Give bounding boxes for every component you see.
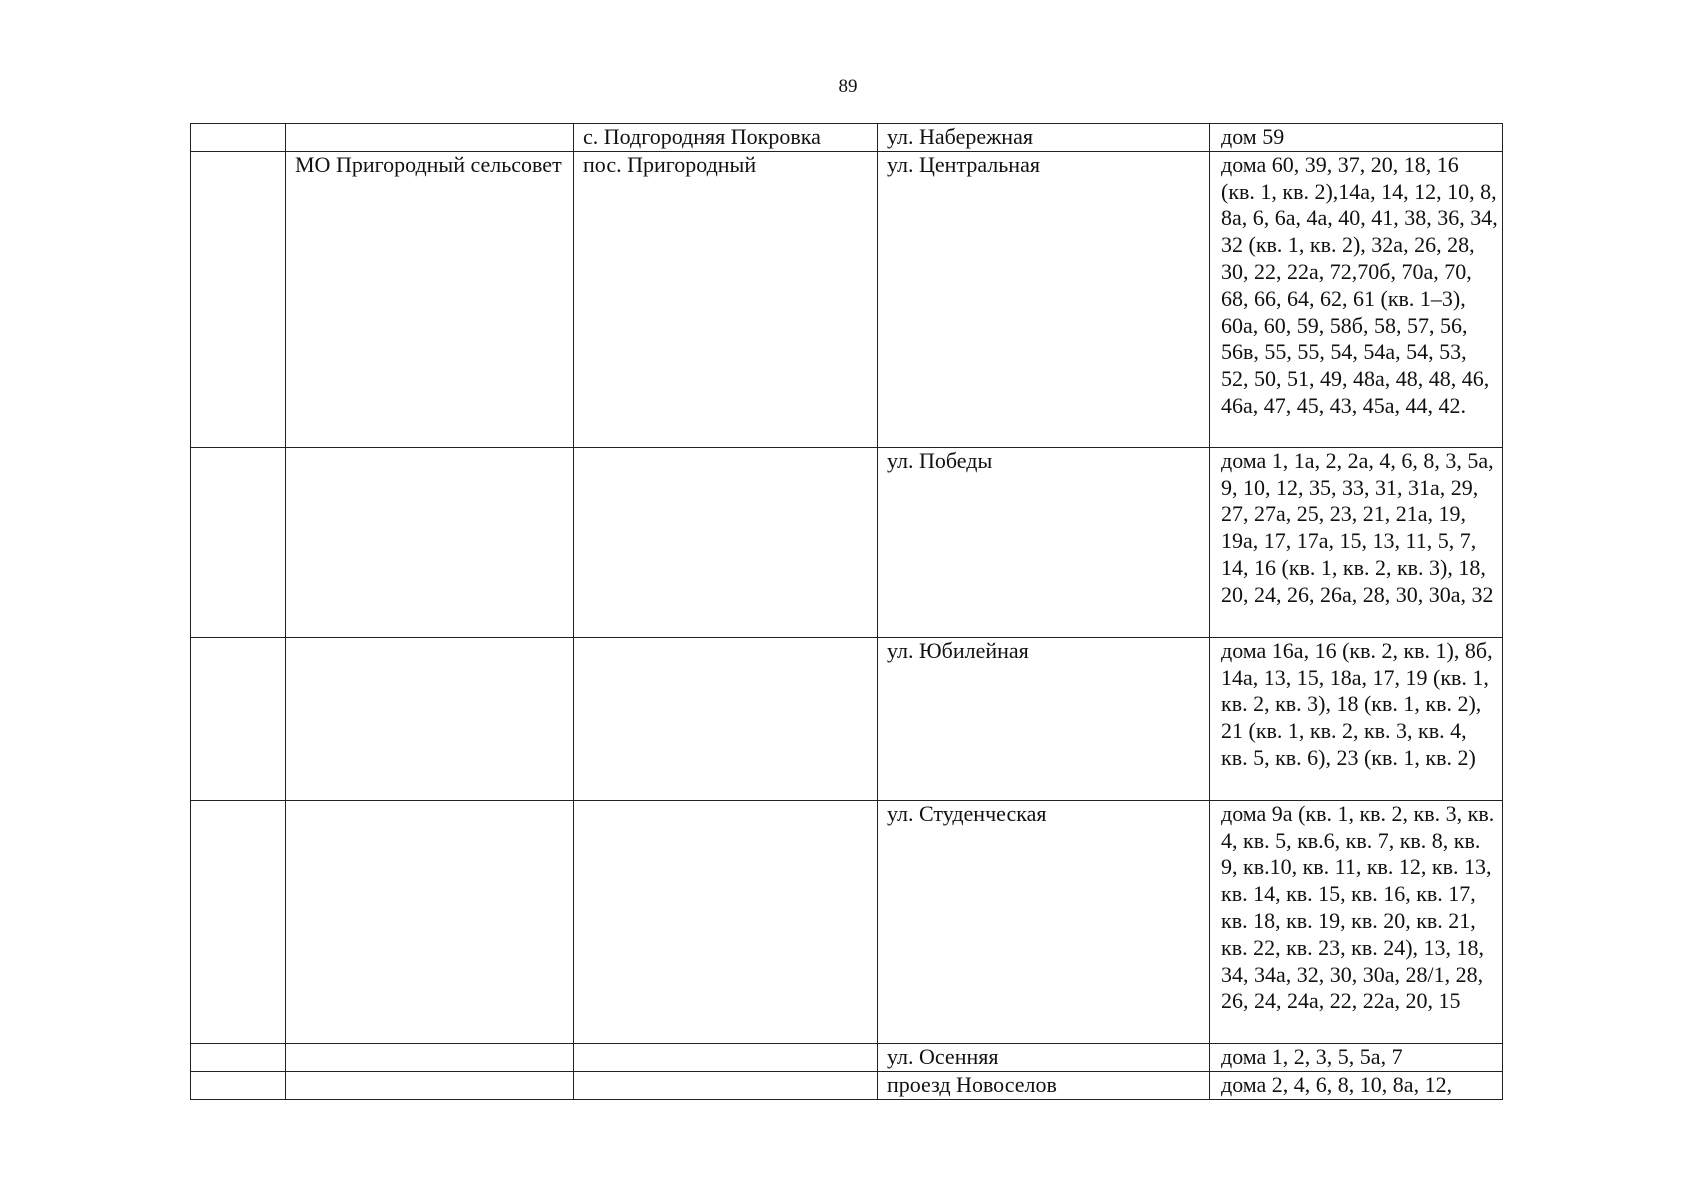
municipality-cell [286,124,574,152]
number-cell [191,1043,286,1071]
municipality-cell [286,1043,574,1071]
settlement-cell [574,1071,878,1099]
number-cell [191,151,286,447]
municipality-cell [286,1071,574,1099]
houses-cell: дома 2, 4, 6, 8, 10, 8а, 12, [1210,1071,1503,1099]
settlement-cell [574,1043,878,1071]
table-row [191,637,1503,800]
street-cell: ул. Победы [878,447,1210,637]
street-cell: ул. Юбилейная [878,637,1210,800]
houses-cell: дома 1, 2, 3, 5, 5а, 7 [1210,1043,1503,1071]
settlement-cell: с. Подгородняя Покровка [574,124,878,152]
table-row [191,1071,1503,1099]
houses-cell: дома 1, 1а, 2, 2а, 4, 6, 8, 3, 5а, 9, 10, 12, 35, 33, 31, 31а, 29, 27, 27а, 25, 23, 21, 21а, 19, 19а, 17, 17а, 15, 13, 11, 5, 7, 14, 16 (кв. 1, кв. 2, кв. 3), 18, 20, 24, 26, 26а, 28, 30, 30а, 32 [1210,447,1503,637]
houses-cell: дом 59 [1210,124,1503,152]
street-cell: ул. Осенняя [878,1043,1210,1071]
municipality-cell [286,637,574,800]
municipality-cell: МО Пригородный сельсовет [286,151,574,447]
street-cell: ул. Студенческая [878,800,1210,1043]
address-table [190,123,1503,1100]
street-cell: ул. Центральная [878,151,1210,447]
page-number: 89 [838,76,858,97]
number-cell [191,800,286,1043]
houses-cell: дома 16а, 16 (кв. 2, кв. 1), 8б, 14а, 13, 15, 18а, 17, 19 (кв. 1, кв. 2, кв. 3), 18 (кв. 1, кв. 2), 21 (кв. 1, кв. 2, кв. 3, кв. 4, кв. 5, кв. 6), 23 (кв. 1, кв. 2) [1210,637,1503,800]
number-cell [191,124,286,152]
settlement-cell [574,637,878,800]
number-cell [191,1071,286,1099]
table-row [191,800,1503,1043]
number-cell [191,447,286,637]
table-row [191,447,1503,637]
settlement-cell [574,800,878,1043]
settlement-cell [574,447,878,637]
municipality-cell [286,447,574,637]
table-row [191,1043,1503,1071]
municipality-cell [286,800,574,1043]
table-row [191,124,1503,152]
street-cell: ул. Набережная [878,124,1210,152]
houses-cell: дома 60, 39, 37, 20, 18, 16 (кв. 1, кв. 2),14а, 14, 12, 10, 8, 8а, 6, 6а, 4а, 40, 41, 38, 36, 34, 32 (кв. 1, кв. 2), 32а, 26, 28, 30, 22, 22а, 72,70б, 70а, 70, 68, 66, 64, 62, 61 (кв. 1–3), 60а, 60, 59, 58б, 58, 57, 56, 56в, 55, 55, 54, 54а, 54, 53, 52, 50, 51, 49, 48а, 48, 48, 46, 46а, 47, 45, 43, 45а, 44, 42. [1210,151,1503,447]
settlement-cell: пос. Пригородный [574,151,878,447]
number-cell [191,637,286,800]
houses-cell: дома 9а (кв. 1, кв. 2, кв. 3, кв. 4, кв. 5, кв.6, кв. 7, кв. 8, кв. 9, кв.10, кв. 11, кв. 12, кв. 13, кв. 14, кв. 15, кв. 16, кв. 17, кв. 18, кв. 19, кв. 20, кв. 21, кв. 22, кв. 23, кв. 24), 13, 18, 34, 34а, 32, 30, 30а, 28/1, 28, 26, 24, 24а, 22, 22а, 20, 15 [1210,800,1503,1043]
street-cell: проезд Новоселов [878,1071,1210,1099]
table-row [191,151,1503,447]
